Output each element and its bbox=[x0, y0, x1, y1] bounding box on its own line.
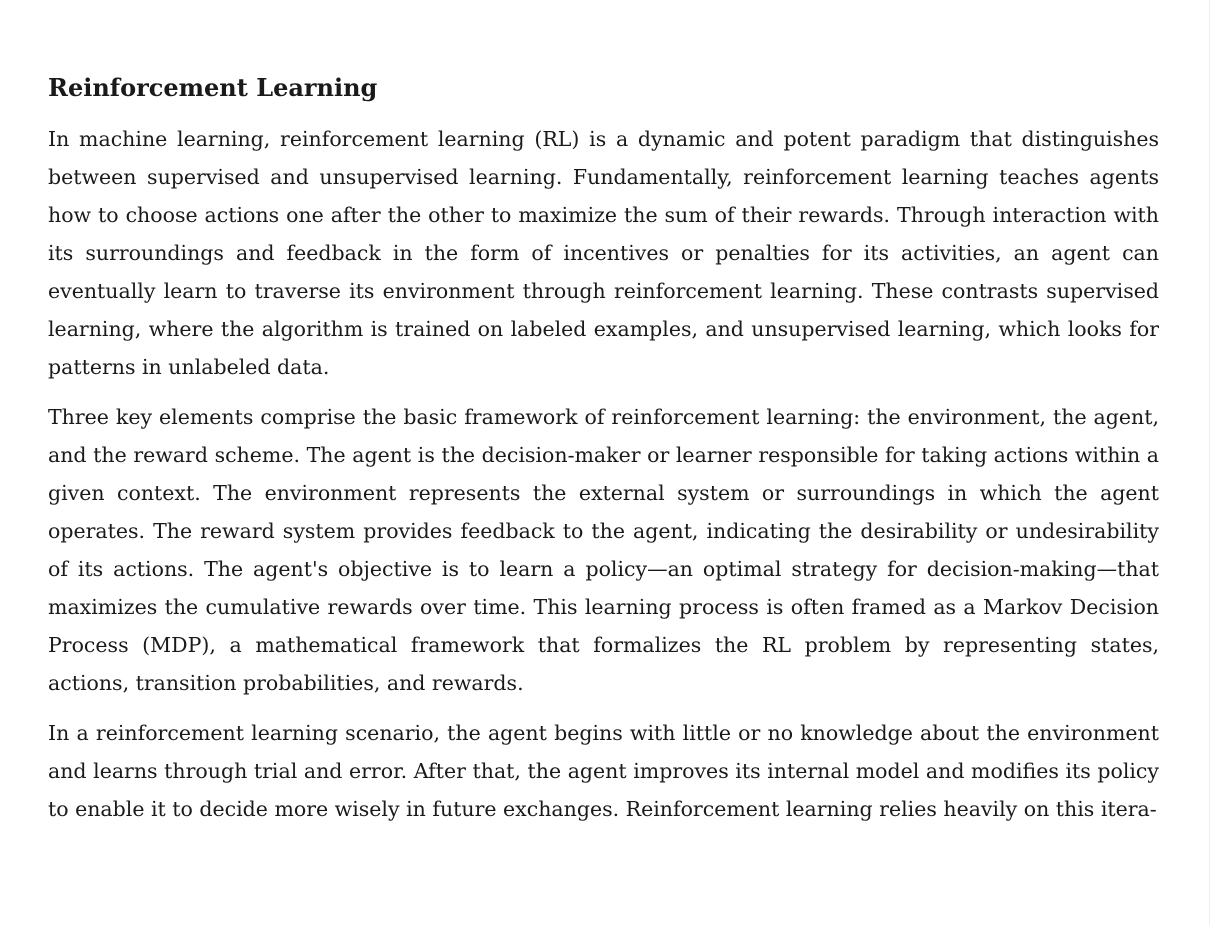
paragraph-3: In a reinforcement learning scenario, the agent begins with little or no knowledge about the environment and learns through trial and error. After that, the agent improves its internal model and modifies its policy to enable it to decide more wisely in future exchanges. Reinforcement learning relies heavily on this itera- bbox=[48, 721, 1159, 821]
paragraph-1: In machine learning, reinforcement learning (RL) is a dynamic and potent paradigm that distinguishes between supervised and unsupervised learning. Fundamentally, reinforcement learning teaches agents how to choose actions one after the other to maximize the sum of their rewards. Through interaction with its surroundings and feedback in the form of incentives or penalties for its activities, an agent can eventually learn to traverse its environment through reinforcement learning. These contrasts supervised learning, where the algorithm is trained on labeled examples, and unsupervised learning, which looks for patterns in unlabeled data. bbox=[48, 127, 1159, 379]
section-heading: Reinforcement Learning bbox=[48, 73, 378, 102]
document-page bbox=[48, 70, 1159, 825]
paragraph-2: Three key elements comprise the basic framework of reinforcement learning: the environment, the agent, and the reward scheme. The agent is the decision-maker or learner responsible for taking actions within a given context. The environment represents the external system or surroundings in which the agent operates. The reward system provides feedback to the agent, indicating the desirability or undesirability of its actions. The agent's objective is to learn a policy—an optimal strategy for decision-making—that maximizes the cumulative rewards over time. This learning process is often framed as a Markov Decision Process (MDP), a mathematical framework that formalizes the RL problem by representing states, actions, transition probabilities, and rewards. bbox=[48, 405, 1159, 695]
